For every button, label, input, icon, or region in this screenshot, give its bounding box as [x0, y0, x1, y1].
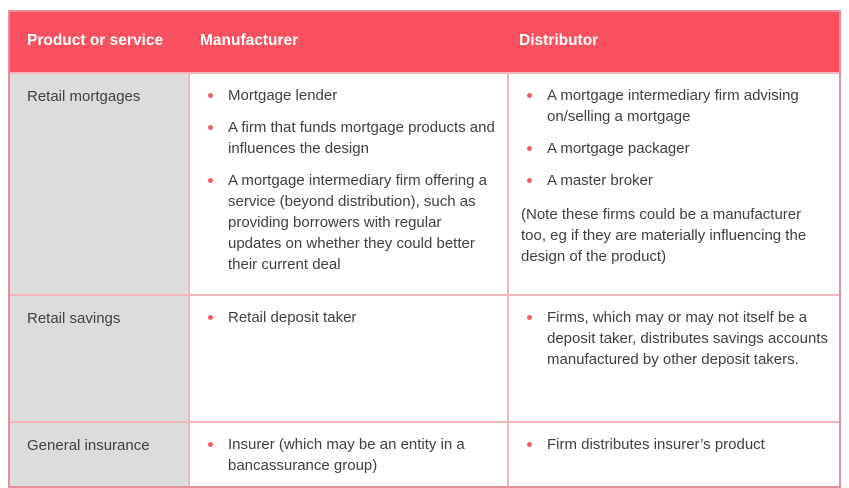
bullet-icon: [527, 442, 532, 447]
manufacturer-cell: [189, 73, 508, 295]
table-row-retail-mortgages: [10, 73, 839, 295]
bullet-item: [521, 138, 829, 159]
distributor-note: (Note these firms could be a manufacturer too, eg if they are materially influencing the design of the product): [521, 206, 807, 265]
bullet-text: Firms, which may or may not itself be a deposit taker, distributes savings accounts manufactured by other deposit takers.: [547, 309, 828, 368]
bullet-list: [202, 307, 497, 328]
bullet-text: A mortgage packager: [547, 140, 690, 157]
bullet-list: [521, 85, 829, 191]
bullet-icon: [208, 315, 213, 320]
bullet-icon: [208, 442, 213, 447]
bullet-item: [521, 434, 829, 455]
bullet-icon: [527, 146, 532, 151]
bullet-item: [521, 170, 829, 191]
distributor-cell: [508, 73, 839, 295]
bullet-list: [521, 434, 829, 455]
bullet-item: [521, 307, 829, 370]
header-row: [10, 12, 839, 73]
bullet-text: A firm that funds mortgage products and influences the design: [228, 119, 495, 157]
bullet-icon: [527, 93, 532, 98]
table-row-retail-savings: [10, 295, 839, 422]
table-body: [10, 73, 839, 486]
bullet-text: Retail deposit taker: [228, 309, 357, 326]
bullet-list: [202, 434, 497, 476]
bullet-text: Firm distributes insurer’s product: [547, 436, 765, 453]
manufacturer-cell: [189, 295, 508, 422]
table-header: [10, 12, 839, 73]
bullet-text: A master broker: [547, 172, 653, 189]
column-header-product-or-service: Product or service: [10, 12, 189, 73]
bullet-text: Mortgage lender: [228, 87, 338, 104]
product-service-table: [10, 12, 839, 486]
table-row-general-insurance: [10, 422, 839, 486]
column-header-manufacturer: Manufacturer: [189, 12, 508, 73]
column-header-distributor: Distributor: [508, 12, 839, 73]
bullet-icon: [527, 315, 532, 320]
product-service-table-wrap: [8, 10, 841, 488]
product-label: Retail savings: [10, 295, 189, 422]
manufacturer-cell: [189, 422, 508, 486]
distributor-cell: [508, 295, 839, 422]
product-label: Retail mortgages: [10, 73, 189, 295]
bullet-text: A mortgage intermediary firm offering a service (beyond distribution), such as providing borrowers with regular updates on whether they could better their current deal: [228, 172, 488, 273]
distributor-cell: [508, 422, 839, 486]
bullet-item: [521, 85, 829, 127]
bullet-icon: [527, 178, 532, 183]
bullet-item: [202, 85, 497, 106]
bullet-icon: [208, 178, 213, 183]
bullet-list: [521, 307, 829, 370]
bullet-icon: [208, 93, 213, 98]
bullet-text: Insurer (which may be an entity in a bancassurance group): [228, 436, 465, 474]
bullet-icon: [208, 125, 213, 130]
bullet-item: [202, 170, 497, 275]
bullet-item: [202, 117, 497, 159]
product-label: General insurance: [10, 422, 189, 486]
bullet-item: [202, 434, 497, 476]
bullet-text: A mortgage intermediary firm advising on/selling a mortgage: [547, 87, 799, 125]
bullet-list: [202, 85, 497, 275]
bullet-item: [202, 307, 497, 328]
